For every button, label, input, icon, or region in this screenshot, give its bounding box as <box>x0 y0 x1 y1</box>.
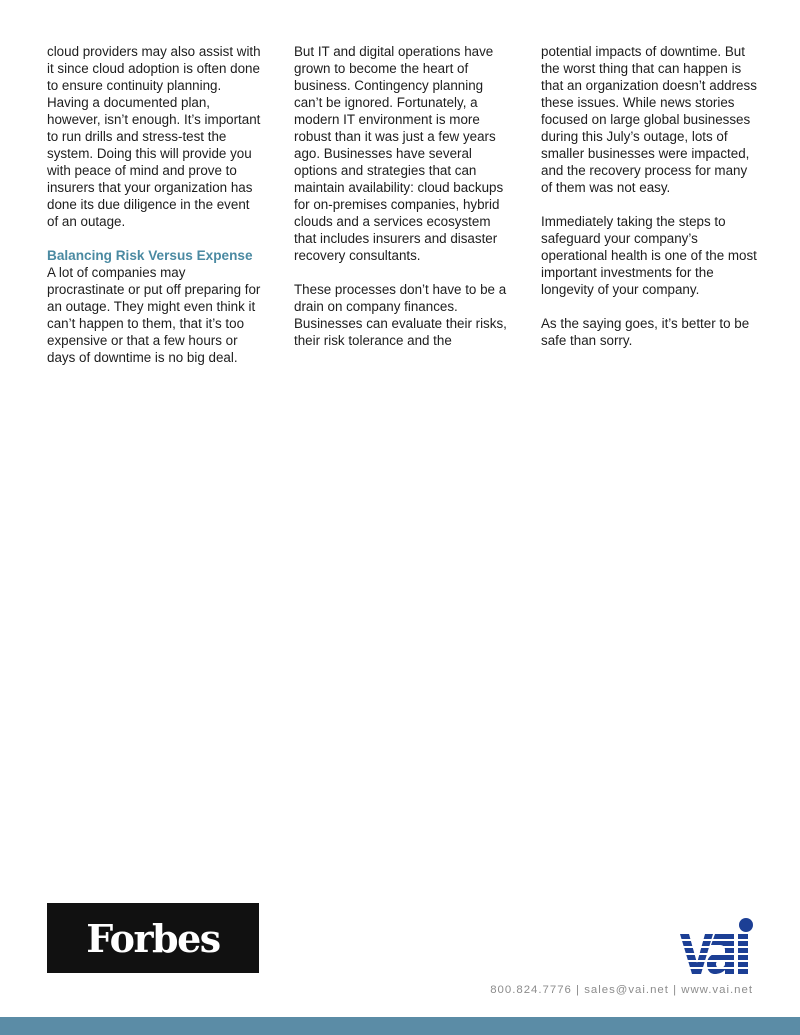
paragraph: Immediately taking the steps to safeguard your company’s operational health is one of the most important investments for the longevity of your company. <box>541 214 757 297</box>
website-link[interactable]: www.vai.net <box>681 984 753 996</box>
paragraph: But IT and digital operations have grown to become the heart of business. Contingency planning can’t be ignored. Fortunately, a modern IT environment is more robust than it was just a few years ago. Businesses have several options and strategies that can maintain availability: cloud backups for on-premises companies, hybrid clouds and a services ecosystem that includes insurers and disaster recovery consultants. <box>294 44 504 263</box>
column-left <box>47 43 263 366</box>
vai-logo <box>680 917 754 975</box>
paragraph: cloud providers may also assist with it since cloud adoption is often done to ensure continuity planning. Having a documented plan, however, isn’t enough. It’s important to run drills and stress-test the system. Doing this will provide you with peace of mind and prove to insurers that your organization has done its due diligence in the event of an outage. <box>47 44 261 229</box>
paragraph: These processes don’t have to be a drain on company finances. Businesses can evaluate their risks, their risk tolerance and the <box>294 282 507 348</box>
email-link[interactable]: sales@vai.net <box>584 984 669 996</box>
paragraph: A lot of companies may procrastinate or put off preparing for an outage. They might even think it can’t happen to them, that it’s too expensive or that a few hours or days of downtime is no big deal. <box>47 265 261 365</box>
phone-number: 800.824.7776 <box>490 984 572 996</box>
separator: | <box>576 984 581 996</box>
paragraph: As the saying goes, it’s better to be safe than sorry. <box>541 316 750 348</box>
column-middle <box>294 43 510 349</box>
contact-line <box>490 984 753 996</box>
paragraph: potential impacts of downtime. But the worst thing that can happen is that an organization doesn’t address these issues. While news stories focused on large global businesses during this July’s outage, lots of smaller businesses were impacted, and the recovery process for many of them was not easy. <box>541 44 757 195</box>
section-heading: Balancing Risk Versus Expense <box>47 248 253 263</box>
separator: | <box>673 984 678 996</box>
column-right <box>541 43 757 349</box>
bottom-bar <box>0 1017 800 1035</box>
forbes-logo: Forbes <box>47 903 259 973</box>
